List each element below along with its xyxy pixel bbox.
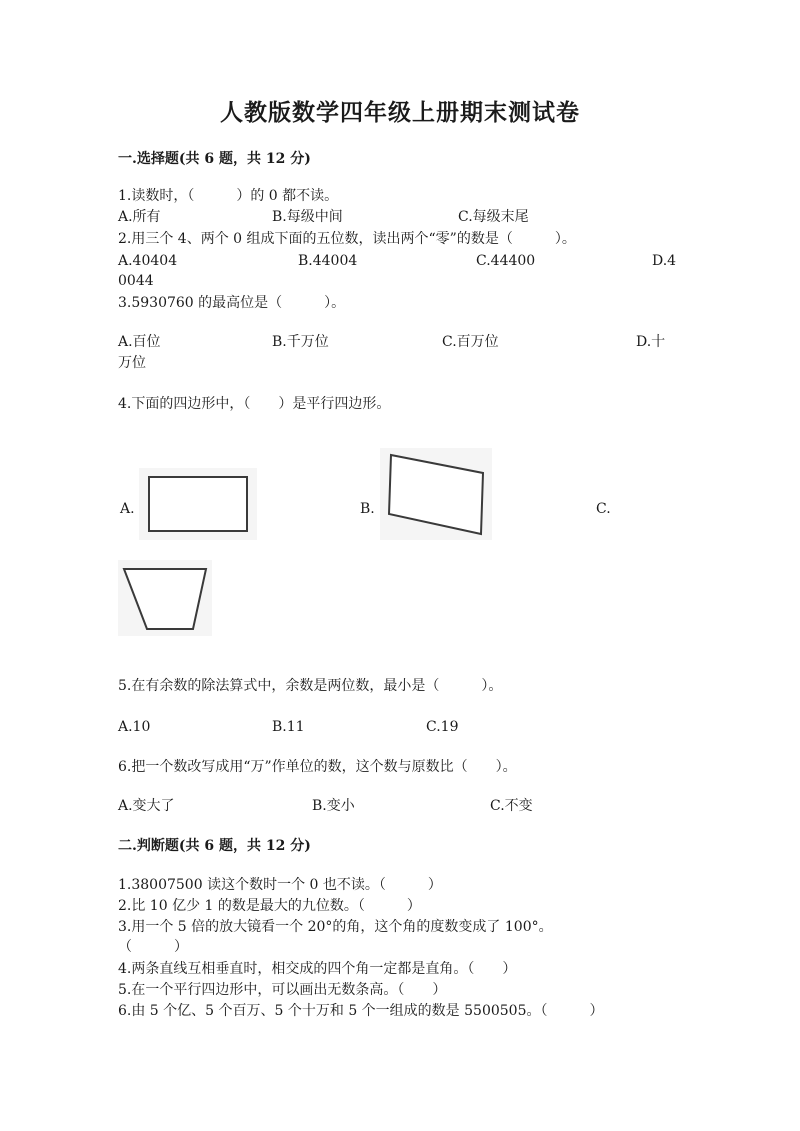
q2-option-d[interactable]: D.4 bbox=[652, 253, 677, 269]
q1-option-b[interactable]: B.每级中间 bbox=[272, 209, 343, 225]
q3-option-d[interactable]: D.十 bbox=[636, 334, 666, 350]
q5-option-a[interactable]: A.10 bbox=[118, 719, 151, 735]
judge-question-3: 3.用一个 5 倍的放大镜看一个 20°的角，这个角的度数变成了 100°。 bbox=[118, 919, 553, 935]
page-title: 人教版数学四年级上册期末测试卷 bbox=[220, 99, 580, 126]
question-1: 1.读数时，（ ）的 0 都不读。 bbox=[118, 188, 339, 204]
q3-option-b[interactable]: B.千万位 bbox=[272, 334, 329, 350]
q6-option-a[interactable]: A.变大了 bbox=[118, 798, 175, 814]
question-5: 5.在有余数的除法算式中，余数是两位数，最小是（ ）。 bbox=[118, 678, 503, 694]
q5-option-b[interactable]: B.11 bbox=[272, 719, 305, 735]
judge-question-5: 5.在一个平行四边形中，可以画出无数条高。（ ） bbox=[118, 982, 447, 998]
q6-option-b[interactable]: B.变小 bbox=[312, 798, 355, 814]
q3-option-c[interactable]: C.百万位 bbox=[442, 334, 499, 350]
q1-option-c[interactable]: C.每级末尾 bbox=[458, 209, 529, 225]
q4-option-a[interactable]: A. bbox=[120, 501, 135, 517]
q2-option-a[interactable]: A.40404 bbox=[118, 253, 178, 269]
q4-option-b[interactable]: B. bbox=[360, 501, 375, 517]
question-6: 6.把一个数改写成用“万”作单位的数，这个数与原数比（ ）。 bbox=[118, 759, 517, 775]
q3-option-a[interactable]: A.百位 bbox=[118, 334, 161, 350]
judge-question-1: 1.38007500 读这个数时一个 0 也不读。（ ） bbox=[118, 877, 442, 893]
judge-question-6: 6.由 5 个亿、5 个百万、5 个十万和 5 个一组成的数是 5500505。（ ） bbox=[118, 1003, 604, 1019]
judge-question-4: 4.两条直线互相垂直时，相交成的四个角一定都是直角。（ ） bbox=[118, 961, 517, 977]
q3-option-d-continued: 万位 bbox=[118, 355, 146, 371]
parallelogram-figure bbox=[380, 448, 492, 540]
rectangle-figure bbox=[139, 468, 257, 540]
judge-question-3-answer-blank: （ ） bbox=[118, 939, 188, 955]
q2-option-d-continued: 0044 bbox=[118, 273, 154, 289]
q6-option-c[interactable]: C.不变 bbox=[490, 798, 533, 814]
section-heading-judge: 二.判断题(共 6 题，共 12 分) bbox=[118, 838, 311, 854]
question-2: 2.用三个 4、两个 0 组成下面的五位数，读出两个“零”的数是（ ）。 bbox=[118, 231, 576, 247]
q2-option-b[interactable]: B.44004 bbox=[298, 253, 358, 269]
q1-option-a[interactable]: A.所有 bbox=[118, 209, 161, 225]
judge-question-2: 2.比 10 亿少 1 的数是最大的九位数。（ ） bbox=[118, 898, 421, 914]
question-4: 4.下面的四边形中，（ ）是平行四边形。 bbox=[118, 396, 391, 412]
q4-option-c[interactable]: C. bbox=[596, 501, 611, 517]
question-3: 3.5930760 的最高位是（ ）。 bbox=[118, 295, 346, 311]
q2-option-c[interactable]: C.44400 bbox=[476, 253, 536, 269]
trapezoid-figure bbox=[118, 560, 212, 636]
q5-option-c[interactable]: C.19 bbox=[426, 719, 459, 735]
section-heading-choice: 一.选择题(共 6 题，共 12 分) bbox=[118, 151, 311, 167]
